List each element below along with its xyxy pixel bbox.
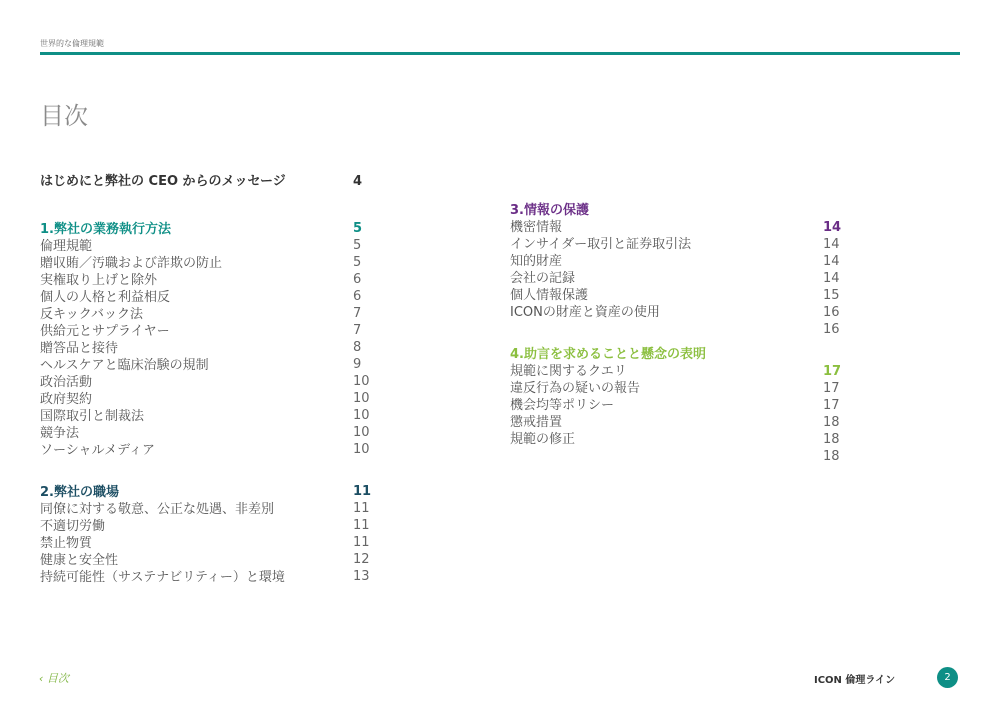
toc-item-link[interactable]: 規範に関するクエリ bbox=[510, 364, 627, 379]
toc-item-page: 8 bbox=[353, 340, 362, 355]
toc-item-link[interactable]: 健康と安全性 bbox=[40, 553, 119, 568]
toc-item-page: 16 bbox=[823, 305, 840, 320]
toc-item-link[interactable]: 実権取り上げと除外 bbox=[40, 273, 158, 288]
toc-intro-link[interactable]: はじめにと弊社の CEO からのメッセージ bbox=[40, 174, 286, 189]
toc-item-page: 18 bbox=[823, 449, 840, 464]
toc-item-page: 7 bbox=[353, 323, 362, 338]
toc-item-link[interactable]: 個人情報保護 bbox=[510, 288, 589, 303]
toc-item-page: 17 bbox=[823, 398, 840, 413]
toc-item-page: 14 bbox=[823, 271, 840, 286]
toc-item-link[interactable]: 倫理規範 bbox=[40, 239, 93, 254]
page-number-badge: 2 bbox=[937, 667, 958, 688]
toc-item-link[interactable]: 競争法 bbox=[40, 426, 80, 441]
toc-item-link[interactable]: ヘルスケアと臨床治験の規制 bbox=[40, 358, 209, 373]
header-label: 世界的な倫理規範 bbox=[40, 39, 104, 48]
toc-section2-page: 11 bbox=[353, 484, 372, 499]
toc-item-link[interactable]: 違反行為の疑いの報告 bbox=[510, 381, 641, 396]
toc-item-page: 10 bbox=[353, 425, 370, 440]
toc-item-link[interactable]: インサイダー取引と証券取引法 bbox=[510, 237, 692, 252]
toc-section4-title[interactable]: 4.助言を求めることと懸念の表明 bbox=[510, 347, 706, 362]
toc-item-link[interactable]: 不適切労働 bbox=[40, 519, 106, 534]
toc-item-link[interactable]: 同僚に対する敬意、公正な処遇、非差別 bbox=[40, 502, 275, 517]
toc-item-page: 5 bbox=[353, 255, 362, 270]
toc-item-page: 11 bbox=[353, 501, 370, 516]
back-to-toc-label: 目次 bbox=[46, 672, 69, 685]
toc-item-page: 9 bbox=[353, 357, 362, 372]
header-rule bbox=[40, 52, 960, 55]
toc-section2-title[interactable]: 2.弊社の職場 bbox=[40, 485, 119, 500]
toc-item-page: 5 bbox=[353, 238, 362, 253]
toc-item-page: 13 bbox=[353, 569, 370, 584]
toc-item-page: 10 bbox=[353, 374, 370, 389]
toc-item-page: 15 bbox=[823, 288, 840, 303]
toc-item-link[interactable]: ICONの財産と資産の使用 bbox=[510, 305, 660, 320]
toc-item-page: 18 bbox=[823, 432, 840, 447]
toc-item-page: 11 bbox=[353, 518, 370, 533]
toc-item-link[interactable]: 知的財産 bbox=[510, 254, 563, 269]
toc-item-page: 12 bbox=[353, 552, 370, 567]
toc-item-link[interactable]: 持続可能性（サステナビリティー）と環境 bbox=[40, 570, 285, 585]
toc-item-link[interactable]: 禁止物質 bbox=[40, 536, 93, 551]
toc-section1-title[interactable]: 1.弊社の業務執行方法 bbox=[40, 222, 171, 237]
toc-item-link[interactable]: 供給元とサプライヤー bbox=[40, 324, 170, 339]
footer-brand: ICON 倫理ライン bbox=[814, 675, 896, 686]
toc-section3-title[interactable]: 3.情報の保護 bbox=[510, 203, 589, 218]
toc-item-page: 7 bbox=[353, 306, 362, 321]
toc-item-page: 14 bbox=[823, 254, 840, 269]
toc-item-link[interactable]: ソーシャルメディア bbox=[40, 443, 156, 458]
toc-item-link[interactable]: 規範の修正 bbox=[510, 432, 576, 447]
toc-item-link[interactable]: 贈収賄／汚職および詐欺の防止 bbox=[40, 256, 223, 271]
toc-item-page: 16 bbox=[823, 322, 840, 337]
toc-item-page: 11 bbox=[353, 535, 370, 550]
toc-intro-page: 4 bbox=[353, 174, 363, 189]
toc-item-page: 10 bbox=[353, 391, 370, 406]
chevron-left-icon: ‹ bbox=[39, 672, 47, 685]
toc-item-page: 10 bbox=[353, 442, 370, 457]
toc-item-link[interactable]: 国際取引と制裁法 bbox=[40, 409, 145, 424]
toc-item-link[interactable]: 懲戒措置 bbox=[510, 415, 563, 430]
toc-item-page: 6 bbox=[353, 289, 362, 304]
toc-item-page: 18 bbox=[823, 415, 840, 430]
toc-item-link[interactable]: 機密情報 bbox=[510, 220, 563, 235]
back-to-toc-link[interactable] bbox=[39, 670, 69, 686]
toc-section1-page: 5 bbox=[353, 221, 363, 236]
toc-item-page: 10 bbox=[353, 408, 370, 423]
toc-item-page: 6 bbox=[353, 272, 362, 287]
toc-section4-page: 17 bbox=[823, 364, 842, 379]
toc-section3-page: 14 bbox=[823, 220, 842, 235]
toc-item-page: 14 bbox=[823, 237, 840, 252]
toc-item-link[interactable]: 会社の記録 bbox=[510, 271, 576, 286]
toc-item-link[interactable]: 贈答品と接待 bbox=[40, 341, 119, 356]
toc-item-link[interactable]: 政府契約 bbox=[40, 392, 93, 407]
toc-item-link[interactable]: 個人の人格と利益相反 bbox=[40, 290, 171, 305]
toc-item-page: 17 bbox=[823, 381, 840, 396]
toc-item-link[interactable]: 反キックバック法 bbox=[40, 307, 143, 322]
toc-item-link[interactable]: 政治活動 bbox=[40, 375, 93, 390]
toc-item-link[interactable]: 機会均等ポリシー bbox=[510, 398, 615, 413]
page-title: 目次 bbox=[40, 102, 88, 130]
